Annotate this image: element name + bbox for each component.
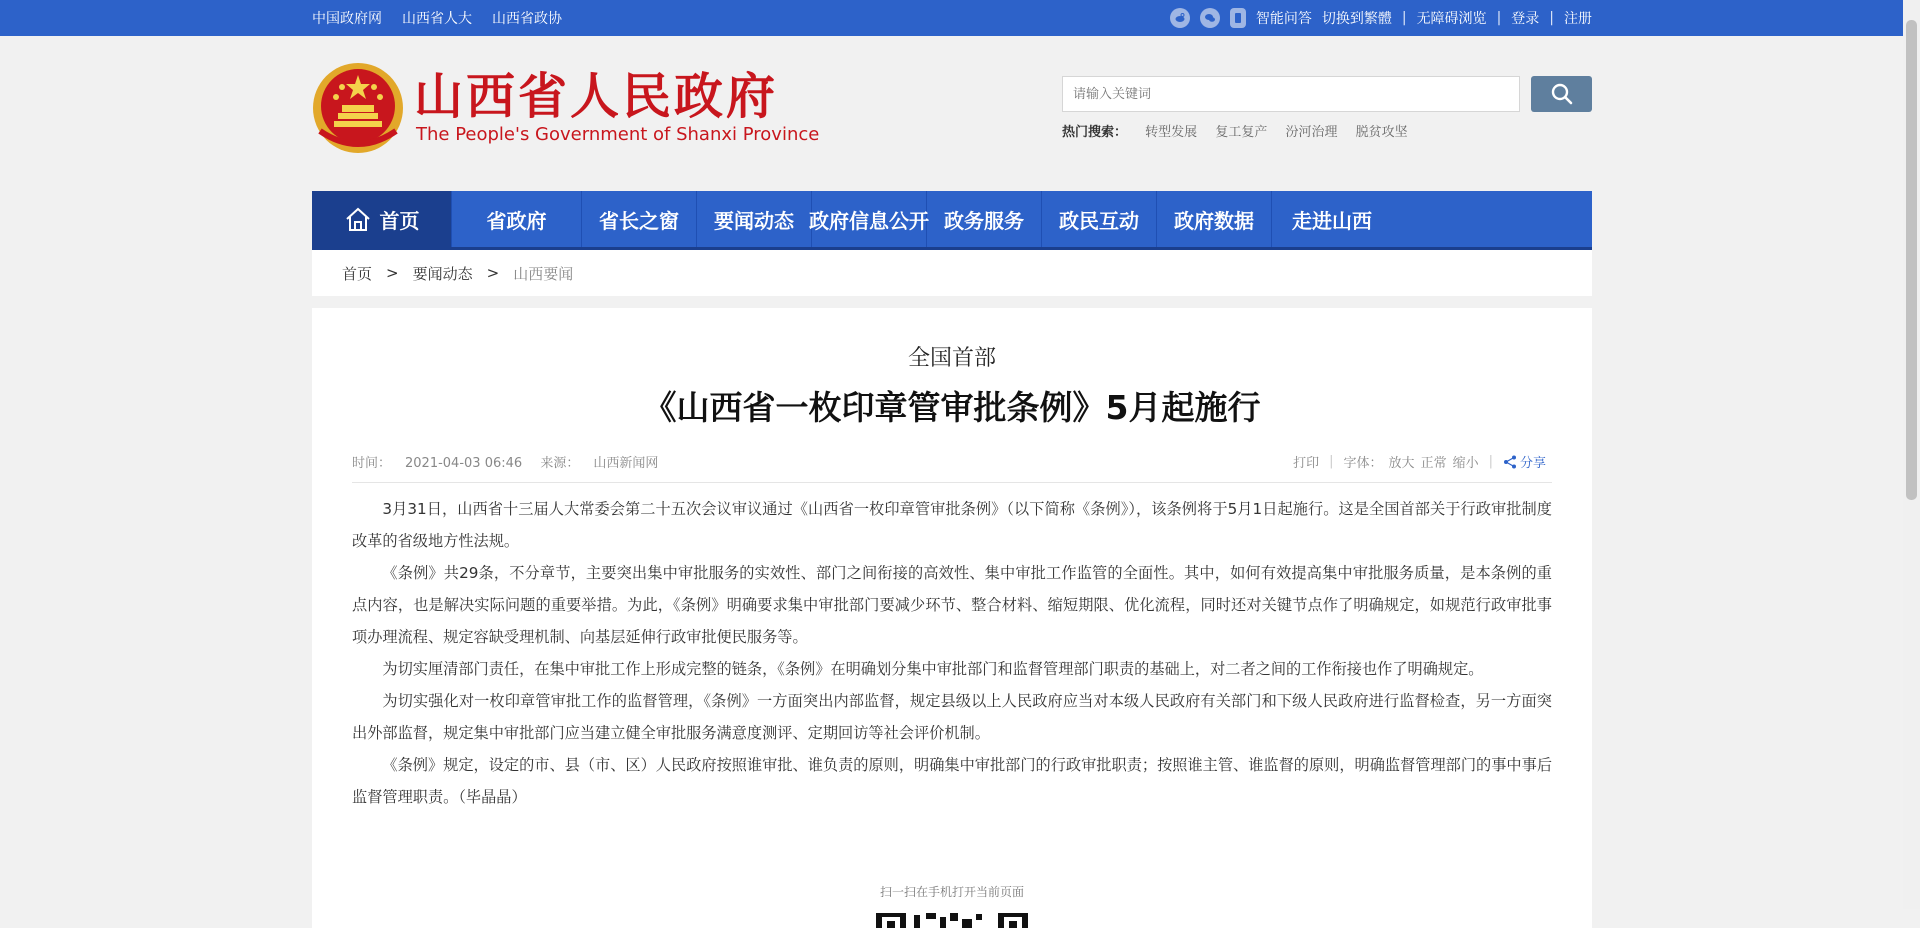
article-paragraph: 为切实强化对一枚印章管审批工作的监督管理，《条例》一方面突出内部监督，规定县级以上人民政府应当对本级人民政府有关部门和下级人民政府进行监督检查，另一方面突出外部监督，规定集中审批部门应当建立健全审批服务满意度测评、定期回访等社会评价机制。	[352, 692, 1552, 742]
print-button[interactable]: 打印	[1293, 456, 1320, 471]
share-button[interactable]	[1503, 452, 1546, 471]
site-header	[312, 36, 1592, 191]
article-title: 《山西省一枚印章管审批条例》5月起施行	[643, 388, 1261, 427]
search-input[interactable]	[1062, 76, 1520, 112]
publish-time: 2021-04-03 06:46	[405, 456, 523, 471]
hot-keyword[interactable]: 转型发展	[1145, 125, 1198, 140]
qr-code-caption: 扫一扫在手机打开当前页面	[879, 885, 1024, 899]
nav-info-disclosure[interactable]: 政府信息公开	[812, 191, 927, 247]
article-meta: 时间： 2021-04-03 06:46 来源： 山西新闻网 打印 | 字体： 放大 正常 缩小 | 分享	[352, 452, 1552, 483]
hot-keyword[interactable]: 脱贫攻坚	[1355, 125, 1408, 140]
nav-home-label: 首页	[379, 208, 420, 233]
font-size-label: 字体：	[1343, 456, 1383, 471]
search-button[interactable]	[1531, 76, 1592, 112]
article-paragraph: 为切实厘清部门责任，在集中审批工作上形成完整的链条，《条例》在明确划分集中审批部门和监督管理部门职责的基础上，对二者之间的工作衔接也作了明确规定。	[382, 660, 1484, 678]
site-title-cn[interactable]: 山西省人民政府	[414, 67, 779, 125]
article-paragraph: 3月31日，山西省十三届人大常委会第二十五次会议审议通过《山西省一枚印章管审批条例》（以下简称《条例》），该条例将于5月1日起施行。这是全国首部关于行政审批制度改革的省级地方性法规。	[352, 500, 1552, 550]
nav-provincial-gov[interactable]: 省政府	[452, 191, 582, 247]
divider: |	[1496, 10, 1502, 26]
divider: |	[1401, 10, 1407, 26]
hot-search	[1062, 121, 1422, 140]
article-paragraph: 《条例》规定，设定的市、县（市、区）人民政府按照谁审批、谁负责的原则，明确集中审批部门的行政审批职责；按照谁主管、谁监督的原则，明确监督管理部门的事中事后监督管理职责。（毕晶晶）	[352, 756, 1552, 806]
vertical-scrollbar[interactable]	[1903, 0, 1920, 909]
breadcrumb-current: 山西要闻	[513, 264, 574, 283]
qr-code-image	[876, 909, 1028, 928]
register-link[interactable]: 注册	[1564, 11, 1592, 27]
nav-news[interactable]: 要闻动态	[697, 191, 812, 247]
breadcrumb	[312, 250, 1592, 296]
hot-keyword[interactable]: 复工复产	[1215, 125, 1268, 140]
divider: |	[1549, 10, 1554, 26]
article-content	[352, 493, 1552, 813]
login-link[interactable]: 登录	[1511, 11, 1540, 27]
nav-gov-data[interactable]: 政府数据	[1157, 191, 1272, 247]
top-bar	[0, 0, 1920, 36]
article-paragraph: 《条例》共29条，不分章节，主要突出集中审批服务的实效性、部门之间衔接的高效性、集中审批工作监管的全面性。其中，如何有效提高集中审批服务质量，是本条例的重点内容，也是解决实际问题的重要举措。为此，《条例》明确要求集中审批部门要减少环节、整合材料、缩短期限、优化流程，同时还对关键节点作了明确规定，如规范行政审批事项办理流程、规定容缺受理机制、向基层延伸行政审批便民服务等。	[352, 564, 1552, 646]
home-icon	[344, 206, 372, 232]
switch-traditional-link[interactable]: 切换到繁體	[1321, 11, 1392, 27]
source-label: 来源：	[540, 456, 580, 471]
breadcrumb-news[interactable]: 要闻动态	[412, 264, 473, 283]
smart-qa-link[interactable]: 智能问答	[1255, 11, 1312, 27]
search-icon	[1551, 83, 1573, 105]
font-large-button[interactable]: 放大	[1388, 456, 1415, 471]
main-nav	[312, 191, 1592, 250]
link-shanxi-cppcc[interactable]: 山西省政协	[492, 11, 562, 27]
hot-search-label: 热门搜索：	[1062, 125, 1128, 140]
weibo-icon[interactable]	[1170, 8, 1190, 28]
source-value: 山西新闻网	[593, 456, 659, 471]
wechat-icon[interactable]	[1200, 8, 1220, 28]
time-label: 时间：	[352, 456, 392, 471]
nav-gov-services[interactable]: 政务服务	[927, 191, 1042, 247]
font-small-button[interactable]: 缩小	[1452, 456, 1479, 471]
font-normal-button[interactable]: 正常	[1420, 456, 1447, 471]
link-shanxi-npc[interactable]: 山西省人大	[402, 11, 472, 27]
nav-interaction[interactable]: 政民互动	[1042, 191, 1157, 247]
national-emblem-icon[interactable]	[312, 61, 404, 155]
breadcrumb-separator: >	[386, 264, 399, 282]
nav-governor-window[interactable]: 省长之窗	[582, 191, 697, 247]
share-label: 分享	[1519, 456, 1546, 471]
scrollbar-thumb[interactable]	[1906, 20, 1917, 500]
site-title-en: The People's Government of Shanxi Province	[416, 124, 820, 145]
article	[312, 308, 1592, 928]
accessibility-link[interactable]: 无障碍浏览	[1416, 11, 1487, 27]
hot-keyword[interactable]: 汾河治理	[1285, 125, 1338, 140]
link-gov-cn[interactable]: 中国政府网	[312, 11, 382, 27]
share-icon	[1503, 455, 1517, 469]
breadcrumb-separator: >	[486, 264, 500, 282]
nav-about-shanxi[interactable]: 走进山西	[1292, 208, 1372, 233]
article-subtitle: 全国首部	[907, 346, 996, 371]
nav-home[interactable]	[312, 191, 452, 247]
breadcrumb-home[interactable]: 首页	[342, 264, 373, 283]
mobile-icon[interactable]	[1230, 8, 1246, 28]
